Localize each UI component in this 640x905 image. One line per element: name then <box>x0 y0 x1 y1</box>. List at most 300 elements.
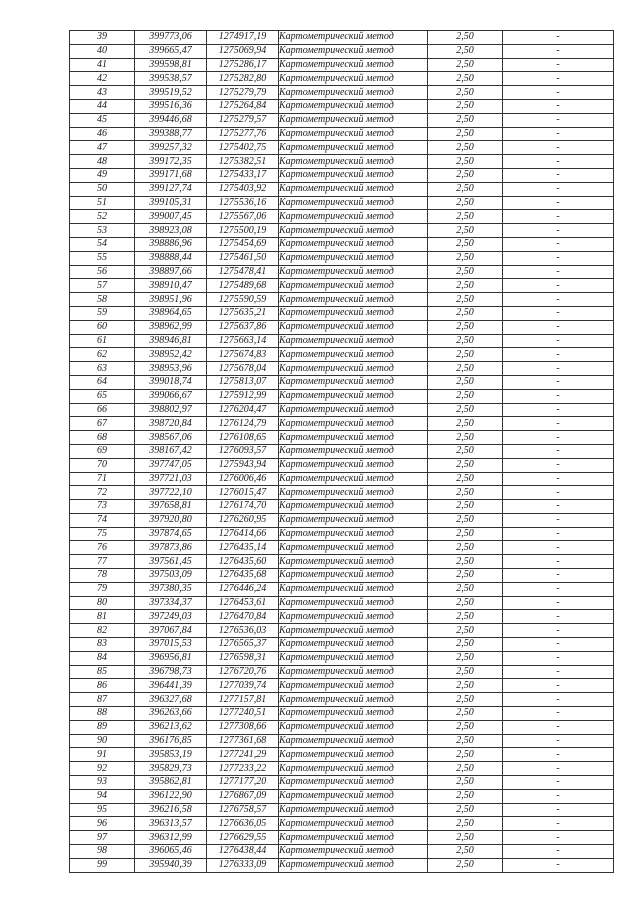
x-coordinate-cell: 395829,73 <box>135 762 207 776</box>
accuracy-cell: 2,50 <box>428 472 503 486</box>
note-cell: - <box>503 375 614 389</box>
point-number-cell: 58 <box>70 293 135 307</box>
table-row <box>70 665 614 679</box>
y-coordinate-cell: 1275567,06 <box>207 210 279 224</box>
y-coordinate-cell: 1275813,07 <box>207 375 279 389</box>
note-cell: - <box>503 527 614 541</box>
y-coordinate-cell: 1275069,94 <box>207 44 279 58</box>
table-row <box>70 831 614 845</box>
x-coordinate-cell: 395940,39 <box>135 858 207 872</box>
y-coordinate-cell: 1275635,21 <box>207 306 279 320</box>
accuracy-cell: 2,50 <box>428 224 503 238</box>
point-number-cell: 77 <box>70 555 135 569</box>
table-row <box>70 334 614 348</box>
table-row <box>70 306 614 320</box>
method-cell: Картометрический метод <box>279 72 428 86</box>
table-row <box>70 541 614 555</box>
accuracy-cell: 2,50 <box>428 762 503 776</box>
y-coordinate-cell: 1275433,17 <box>207 168 279 182</box>
x-coordinate-cell: 399127,74 <box>135 182 207 196</box>
method-cell: Картометрический метод <box>279 389 428 403</box>
y-coordinate-cell: 1276536,03 <box>207 624 279 638</box>
note-cell: - <box>503 569 614 583</box>
table-row <box>70 472 614 486</box>
y-coordinate-cell: 1275500,19 <box>207 224 279 238</box>
point-number-cell: 47 <box>70 141 135 155</box>
point-number-cell: 49 <box>70 168 135 182</box>
table-row <box>70 486 614 500</box>
accuracy-cell: 2,50 <box>428 651 503 665</box>
note-cell: - <box>503 99 614 113</box>
note-cell: - <box>503 265 614 279</box>
x-coordinate-cell: 397015,53 <box>135 638 207 652</box>
table-row <box>70 444 614 458</box>
note-cell: - <box>503 720 614 734</box>
note-cell: - <box>503 624 614 638</box>
x-coordinate-cell: 397747,05 <box>135 458 207 472</box>
note-cell: - <box>503 596 614 610</box>
table-row <box>70 624 614 638</box>
table-row <box>70 817 614 831</box>
method-cell: Картометрический метод <box>279 155 428 169</box>
x-coordinate-cell: 398567,06 <box>135 431 207 445</box>
method-cell: Картометрический метод <box>279 58 428 72</box>
method-cell: Картометрический метод <box>279 196 428 210</box>
method-cell: Картометрический метод <box>279 237 428 251</box>
method-cell: Картометрический метод <box>279 403 428 417</box>
method-cell: Картометрический метод <box>279 293 428 307</box>
method-cell: Картометрический метод <box>279 113 428 127</box>
y-coordinate-cell: 1276565,37 <box>207 638 279 652</box>
note-cell: - <box>503 251 614 265</box>
table-row <box>70 417 614 431</box>
note-cell: - <box>503 776 614 790</box>
point-number-cell: 43 <box>70 86 135 100</box>
accuracy-cell: 2,50 <box>428 541 503 555</box>
note-cell: - <box>503 707 614 721</box>
x-coordinate-cell: 399519,52 <box>135 86 207 100</box>
y-coordinate-cell: 1276015,47 <box>207 486 279 500</box>
method-cell: Картометрический метод <box>279 251 428 265</box>
x-coordinate-cell: 398952,42 <box>135 348 207 362</box>
y-coordinate-cell: 1276758,57 <box>207 803 279 817</box>
accuracy-cell: 2,50 <box>428 624 503 638</box>
point-number-cell: 87 <box>70 693 135 707</box>
point-number-cell: 46 <box>70 127 135 141</box>
accuracy-cell: 2,50 <box>428 431 503 445</box>
note-cell: - <box>503 224 614 238</box>
x-coordinate-cell: 397380,35 <box>135 582 207 596</box>
point-number-cell: 88 <box>70 707 135 721</box>
table-row <box>70 789 614 803</box>
method-cell: Картометрический метод <box>279 789 428 803</box>
point-number-cell: 97 <box>70 831 135 845</box>
point-number-cell: 63 <box>70 362 135 376</box>
note-cell: - <box>503 127 614 141</box>
note-cell: - <box>503 513 614 527</box>
table-row <box>70 693 614 707</box>
note-cell: - <box>503 86 614 100</box>
method-cell: Картометрический метод <box>279 444 428 458</box>
accuracy-cell: 2,50 <box>428 734 503 748</box>
note-cell: - <box>503 348 614 362</box>
point-number-cell: 45 <box>70 113 135 127</box>
coordinates-table-body <box>70 31 614 873</box>
table-row <box>70 596 614 610</box>
method-cell: Картометрический метод <box>279 693 428 707</box>
point-number-cell: 40 <box>70 44 135 58</box>
method-cell: Картометрический метод <box>279 127 428 141</box>
y-coordinate-cell: 1275461,50 <box>207 251 279 265</box>
note-cell: - <box>503 444 614 458</box>
method-cell: Картометрический метод <box>279 831 428 845</box>
y-coordinate-cell: 1275912,99 <box>207 389 279 403</box>
y-coordinate-cell: 1275663,14 <box>207 334 279 348</box>
table-row <box>70 31 614 45</box>
x-coordinate-cell: 399018,74 <box>135 375 207 389</box>
y-coordinate-cell: 1276438,44 <box>207 845 279 859</box>
accuracy-cell: 2,50 <box>428 168 503 182</box>
note-cell: - <box>503 858 614 872</box>
note-cell: - <box>503 44 614 58</box>
table-row <box>70 320 614 334</box>
point-number-cell: 48 <box>70 155 135 169</box>
accuracy-cell: 2,50 <box>428 444 503 458</box>
x-coordinate-cell: 396213,62 <box>135 720 207 734</box>
method-cell: Картометрический метод <box>279 707 428 721</box>
method-cell: Картометрический метод <box>279 86 428 100</box>
table-row <box>70 251 614 265</box>
table-row <box>70 513 614 527</box>
x-coordinate-cell: 396263,66 <box>135 707 207 721</box>
method-cell: Картометрический метод <box>279 748 428 762</box>
x-coordinate-cell: 398897,66 <box>135 265 207 279</box>
method-cell: Картометрический метод <box>279 762 428 776</box>
note-cell: - <box>503 362 614 376</box>
x-coordinate-cell: 397874,65 <box>135 527 207 541</box>
table-row <box>70 237 614 251</box>
y-coordinate-cell: 1276867,09 <box>207 789 279 803</box>
x-coordinate-cell: 399066,67 <box>135 389 207 403</box>
accuracy-cell: 2,50 <box>428 127 503 141</box>
note-cell: - <box>503 693 614 707</box>
point-number-cell: 76 <box>70 541 135 555</box>
note-cell: - <box>503 789 614 803</box>
accuracy-cell: 2,50 <box>428 44 503 58</box>
method-cell: Картометрический метод <box>279 500 428 514</box>
x-coordinate-cell: 398886,96 <box>135 237 207 251</box>
x-coordinate-cell: 398951,96 <box>135 293 207 307</box>
accuracy-cell: 2,50 <box>428 569 503 583</box>
point-number-cell: 72 <box>70 486 135 500</box>
x-coordinate-cell: 397334,37 <box>135 596 207 610</box>
accuracy-cell: 2,50 <box>428 638 503 652</box>
y-coordinate-cell: 1276204,47 <box>207 403 279 417</box>
point-number-cell: 60 <box>70 320 135 334</box>
y-coordinate-cell: 1275454,69 <box>207 237 279 251</box>
y-coordinate-cell: 1276414,66 <box>207 527 279 541</box>
note-cell: - <box>503 182 614 196</box>
method-cell: Картометрический метод <box>279 375 428 389</box>
point-number-cell: 98 <box>70 845 135 859</box>
table-row <box>70 638 614 652</box>
accuracy-cell: 2,50 <box>428 817 503 831</box>
x-coordinate-cell: 396122,90 <box>135 789 207 803</box>
method-cell: Картометрический метод <box>279 817 428 831</box>
y-coordinate-cell: 1277240,51 <box>207 707 279 721</box>
y-coordinate-cell: 1277233,22 <box>207 762 279 776</box>
x-coordinate-cell: 398720,84 <box>135 417 207 431</box>
table-row <box>70 182 614 196</box>
point-number-cell: 93 <box>70 776 135 790</box>
x-coordinate-cell: 396313,57 <box>135 817 207 831</box>
y-coordinate-cell: 1276636,05 <box>207 817 279 831</box>
accuracy-cell: 2,50 <box>428 141 503 155</box>
method-cell: Картометрический метод <box>279 734 428 748</box>
note-cell: - <box>503 638 614 652</box>
table-row <box>70 113 614 127</box>
y-coordinate-cell: 1276435,14 <box>207 541 279 555</box>
accuracy-cell: 2,50 <box>428 210 503 224</box>
table-row <box>70 44 614 58</box>
table-row <box>70 389 614 403</box>
y-coordinate-cell: 1277039,74 <box>207 679 279 693</box>
y-coordinate-cell: 1275637,86 <box>207 320 279 334</box>
x-coordinate-cell: 399538,57 <box>135 72 207 86</box>
accuracy-cell: 2,50 <box>428 582 503 596</box>
x-coordinate-cell: 397249,03 <box>135 610 207 624</box>
point-number-cell: 44 <box>70 99 135 113</box>
point-number-cell: 62 <box>70 348 135 362</box>
x-coordinate-cell: 399598,81 <box>135 58 207 72</box>
point-number-cell: 51 <box>70 196 135 210</box>
point-number-cell: 79 <box>70 582 135 596</box>
note-cell: - <box>503 679 614 693</box>
method-cell: Картометрический метод <box>279 527 428 541</box>
y-coordinate-cell: 1276435,68 <box>207 569 279 583</box>
table-row <box>70 569 614 583</box>
note-cell: - <box>503 458 614 472</box>
y-coordinate-cell: 1275282,80 <box>207 72 279 86</box>
table-row <box>70 803 614 817</box>
accuracy-cell: 2,50 <box>428 72 503 86</box>
point-number-cell: 53 <box>70 224 135 238</box>
accuracy-cell: 2,50 <box>428 513 503 527</box>
method-cell: Картометрический метод <box>279 31 428 45</box>
table-row <box>70 127 614 141</box>
note-cell: - <box>503 582 614 596</box>
note-cell: - <box>503 155 614 169</box>
x-coordinate-cell: 396216,58 <box>135 803 207 817</box>
x-coordinate-cell: 396327,68 <box>135 693 207 707</box>
y-coordinate-cell: 1275264,84 <box>207 99 279 113</box>
note-cell: - <box>503 555 614 569</box>
accuracy-cell: 2,50 <box>428 596 503 610</box>
accuracy-cell: 2,50 <box>428 320 503 334</box>
note-cell: - <box>503 486 614 500</box>
y-coordinate-cell: 1275279,79 <box>207 86 279 100</box>
x-coordinate-cell: 399172,35 <box>135 155 207 169</box>
point-number-cell: 83 <box>70 638 135 652</box>
y-coordinate-cell: 1275277,76 <box>207 127 279 141</box>
x-coordinate-cell: 397067,84 <box>135 624 207 638</box>
y-coordinate-cell: 1276174,70 <box>207 500 279 514</box>
y-coordinate-cell: 1276333,09 <box>207 858 279 872</box>
accuracy-cell: 2,50 <box>428 458 503 472</box>
x-coordinate-cell: 396312,99 <box>135 831 207 845</box>
point-number-cell: 67 <box>70 417 135 431</box>
y-coordinate-cell: 1275403,92 <box>207 182 279 196</box>
note-cell: - <box>503 141 614 155</box>
point-number-cell: 66 <box>70 403 135 417</box>
point-number-cell: 70 <box>70 458 135 472</box>
note-cell: - <box>503 665 614 679</box>
table-row <box>70 610 614 624</box>
accuracy-cell: 2,50 <box>428 182 503 196</box>
point-number-cell: 84 <box>70 651 135 665</box>
table-row <box>70 348 614 362</box>
method-cell: Картометрический метод <box>279 224 428 238</box>
accuracy-cell: 2,50 <box>428 99 503 113</box>
point-number-cell: 92 <box>70 762 135 776</box>
note-cell: - <box>503 762 614 776</box>
point-number-cell: 52 <box>70 210 135 224</box>
x-coordinate-cell: 399446,68 <box>135 113 207 127</box>
table-row <box>70 500 614 514</box>
table-row <box>70 141 614 155</box>
note-cell: - <box>503 417 614 431</box>
accuracy-cell: 2,50 <box>428 293 503 307</box>
accuracy-cell: 2,50 <box>428 306 503 320</box>
y-coordinate-cell: 1276006,46 <box>207 472 279 486</box>
accuracy-cell: 2,50 <box>428 362 503 376</box>
x-coordinate-cell: 398946,81 <box>135 334 207 348</box>
y-coordinate-cell: 1277177,20 <box>207 776 279 790</box>
method-cell: Картометрический метод <box>279 803 428 817</box>
table-row <box>70 734 614 748</box>
y-coordinate-cell: 1275382,51 <box>207 155 279 169</box>
point-number-cell: 90 <box>70 734 135 748</box>
x-coordinate-cell: 397721,03 <box>135 472 207 486</box>
note-cell: - <box>503 389 614 403</box>
point-number-cell: 89 <box>70 720 135 734</box>
point-number-cell: 65 <box>70 389 135 403</box>
x-coordinate-cell: 396798,73 <box>135 665 207 679</box>
table-row <box>70 224 614 238</box>
note-cell: - <box>503 306 614 320</box>
accuracy-cell: 2,50 <box>428 707 503 721</box>
coordinates-table <box>69 30 614 873</box>
accuracy-cell: 2,50 <box>428 500 503 514</box>
accuracy-cell: 2,50 <box>428 486 503 500</box>
x-coordinate-cell: 395862,81 <box>135 776 207 790</box>
x-coordinate-cell: 398923,08 <box>135 224 207 238</box>
accuracy-cell: 2,50 <box>428 845 503 859</box>
method-cell: Картометрический метод <box>279 141 428 155</box>
method-cell: Картометрический метод <box>279 555 428 569</box>
accuracy-cell: 2,50 <box>428 665 503 679</box>
table-row <box>70 762 614 776</box>
y-coordinate-cell: 1275286,17 <box>207 58 279 72</box>
accuracy-cell: 2,50 <box>428 389 503 403</box>
note-cell: - <box>503 31 614 45</box>
method-cell: Картометрический метод <box>279 168 428 182</box>
x-coordinate-cell: 396176,85 <box>135 734 207 748</box>
y-coordinate-cell: 1276093,57 <box>207 444 279 458</box>
method-cell: Картометрический метод <box>279 44 428 58</box>
table-row <box>70 845 614 859</box>
point-number-cell: 73 <box>70 500 135 514</box>
point-number-cell: 99 <box>70 858 135 872</box>
accuracy-cell: 2,50 <box>428 720 503 734</box>
method-cell: Картометрический метод <box>279 417 428 431</box>
table-row <box>70 72 614 86</box>
point-number-cell: 69 <box>70 444 135 458</box>
point-number-cell: 59 <box>70 306 135 320</box>
y-coordinate-cell: 1277241,29 <box>207 748 279 762</box>
accuracy-cell: 2,50 <box>428 803 503 817</box>
method-cell: Картометрический метод <box>279 472 428 486</box>
x-coordinate-cell: 396065,46 <box>135 845 207 859</box>
method-cell: Картометрический метод <box>279 513 428 527</box>
accuracy-cell: 2,50 <box>428 610 503 624</box>
point-number-cell: 78 <box>70 569 135 583</box>
accuracy-cell: 2,50 <box>428 417 503 431</box>
y-coordinate-cell: 1276470,84 <box>207 610 279 624</box>
x-coordinate-cell: 398802,97 <box>135 403 207 417</box>
accuracy-cell: 2,50 <box>428 693 503 707</box>
note-cell: - <box>503 817 614 831</box>
x-coordinate-cell: 397503,09 <box>135 569 207 583</box>
x-coordinate-cell: 398167,42 <box>135 444 207 458</box>
y-coordinate-cell: 1276108,65 <box>207 431 279 445</box>
accuracy-cell: 2,50 <box>428 251 503 265</box>
note-cell: - <box>503 541 614 555</box>
method-cell: Картометрический метод <box>279 431 428 445</box>
method-cell: Картометрический метод <box>279 845 428 859</box>
accuracy-cell: 2,50 <box>428 789 503 803</box>
x-coordinate-cell: 398910,47 <box>135 279 207 293</box>
point-number-cell: 95 <box>70 803 135 817</box>
table-row <box>70 431 614 445</box>
method-cell: Картометрический метод <box>279 210 428 224</box>
point-number-cell: 50 <box>70 182 135 196</box>
note-cell: - <box>503 334 614 348</box>
table-row <box>70 99 614 113</box>
x-coordinate-cell: 397561,45 <box>135 555 207 569</box>
y-coordinate-cell: 1277308,66 <box>207 720 279 734</box>
method-cell: Картометрический метод <box>279 776 428 790</box>
y-coordinate-cell: 1277361,68 <box>207 734 279 748</box>
accuracy-cell: 2,50 <box>428 86 503 100</box>
table-row <box>70 458 614 472</box>
table-row <box>70 210 614 224</box>
x-coordinate-cell: 398888,44 <box>135 251 207 265</box>
y-coordinate-cell: 1276124,79 <box>207 417 279 431</box>
y-coordinate-cell: 1276598,31 <box>207 651 279 665</box>
y-coordinate-cell: 1275674,83 <box>207 348 279 362</box>
y-coordinate-cell: 1276453,61 <box>207 596 279 610</box>
note-cell: - <box>503 748 614 762</box>
note-cell: - <box>503 113 614 127</box>
point-number-cell: 71 <box>70 472 135 486</box>
accuracy-cell: 2,50 <box>428 31 503 45</box>
y-coordinate-cell: 1275590,59 <box>207 293 279 307</box>
point-number-cell: 80 <box>70 596 135 610</box>
x-coordinate-cell: 398953,96 <box>135 362 207 376</box>
table-row <box>70 155 614 169</box>
point-number-cell: 39 <box>70 31 135 45</box>
